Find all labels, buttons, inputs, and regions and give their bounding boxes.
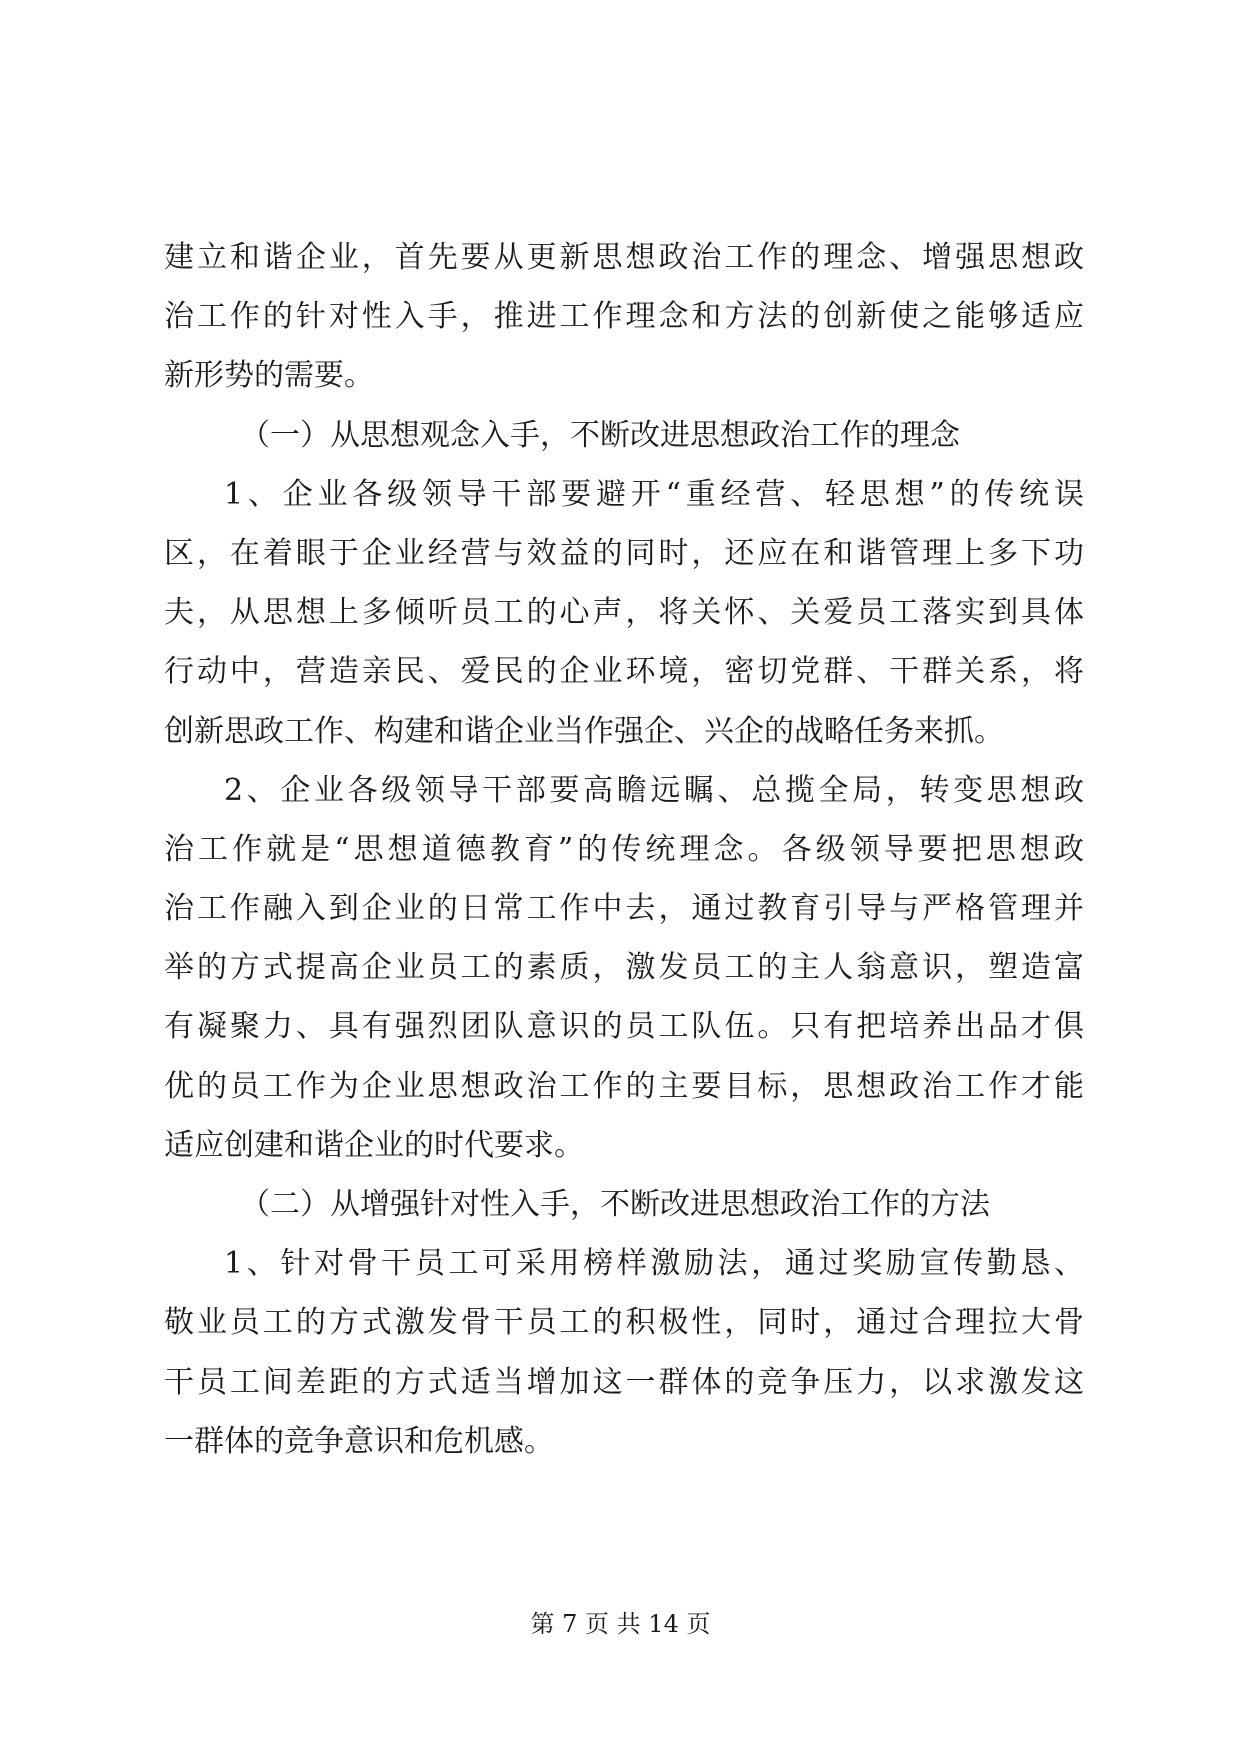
paragraph-4-line-5: 有凝聚力、具有强烈团队意识的员工队伍。只有把培养出品才俱 (164, 1009, 1084, 1045)
paragraph-6-line-4: 一群体的竞争意识和危机感。 (164, 1423, 554, 1459)
paragraph-4-line-1: 2、企业各级领导干部要高瞻远瞩、总揽全局，转变思想政 (224, 772, 1084, 808)
paragraph-3-line-5: 创新思政工作、构建和谐企业当作强企、兴企的战略任务来抓。 (164, 713, 1004, 749)
paragraph-6-line-1: 1、针对骨干员工可采用榜样激励法，通过奖励宣传勤恳、 (224, 1246, 1084, 1282)
paragraph-4-line-2: 治工作就是“思想道德教育”的传统理念。各级领导要把思想政 (164, 831, 1084, 867)
section-heading-1: （一）从思想观念入手，不断改进思想政治工作的理念 (240, 417, 960, 453)
paragraph-4-line-3: 治工作融入到企业的日常工作中去，通过教育引导与严格管理并 (164, 891, 1084, 927)
paragraph-1-line-1: 建立和谐企业，首先要从更新思想政治工作的理念、增强思想政 (164, 240, 1084, 275)
paragraph-4-line-7: 适应创建和谐企业的时代要求。 (164, 1127, 584, 1163)
paragraph-4-line-4: 举的方式提高企业员工的素质，激发员工的主人翁意识，塑造富 (164, 950, 1084, 986)
paragraph-3-line-2: 区，在着眼于企业经营与效益的同时，还应在和谐管理上多下功 (164, 535, 1084, 571)
page-number-footer: 第 7 页 共 14 页 (530, 1610, 711, 1638)
document-body (164, 228, 1084, 1471)
paragraph-3-line-3: 夫，从思想上多倾听员工的心声，将关怀、关爱员工落实到具体 (164, 595, 1084, 631)
paragraph-4-line-6: 优的员工作为企业思想政治工作的主要目标，思想政治工作才能 (164, 1068, 1084, 1104)
paragraph-1-line-2: 治工作的针对性入手，推进工作理念和方法的创新使之能够适应 (164, 299, 1084, 335)
paragraph-1-line-3: 新形势的需要。 (164, 358, 374, 394)
section-heading-2: （二）从增强针对性入手，不断改进思想政治工作的方法 (240, 1187, 990, 1222)
paragraph-6-line-3: 干员工间差距的方式适当增加这一群体的竞争压力，以求激发这 (164, 1364, 1084, 1400)
paragraph-3-line-4: 行动中，营造亲民、爱民的企业环境，密切党群、干群关系，将 (164, 654, 1084, 690)
paragraph-6-line-2: 敬业员工的方式激发骨干员工的积极性，同时，通过合理拉大骨 (164, 1305, 1084, 1341)
paragraph-3-line-1: 1、企业各级领导干部要避开“重经营、轻思想”的传统误 (224, 476, 1084, 512)
